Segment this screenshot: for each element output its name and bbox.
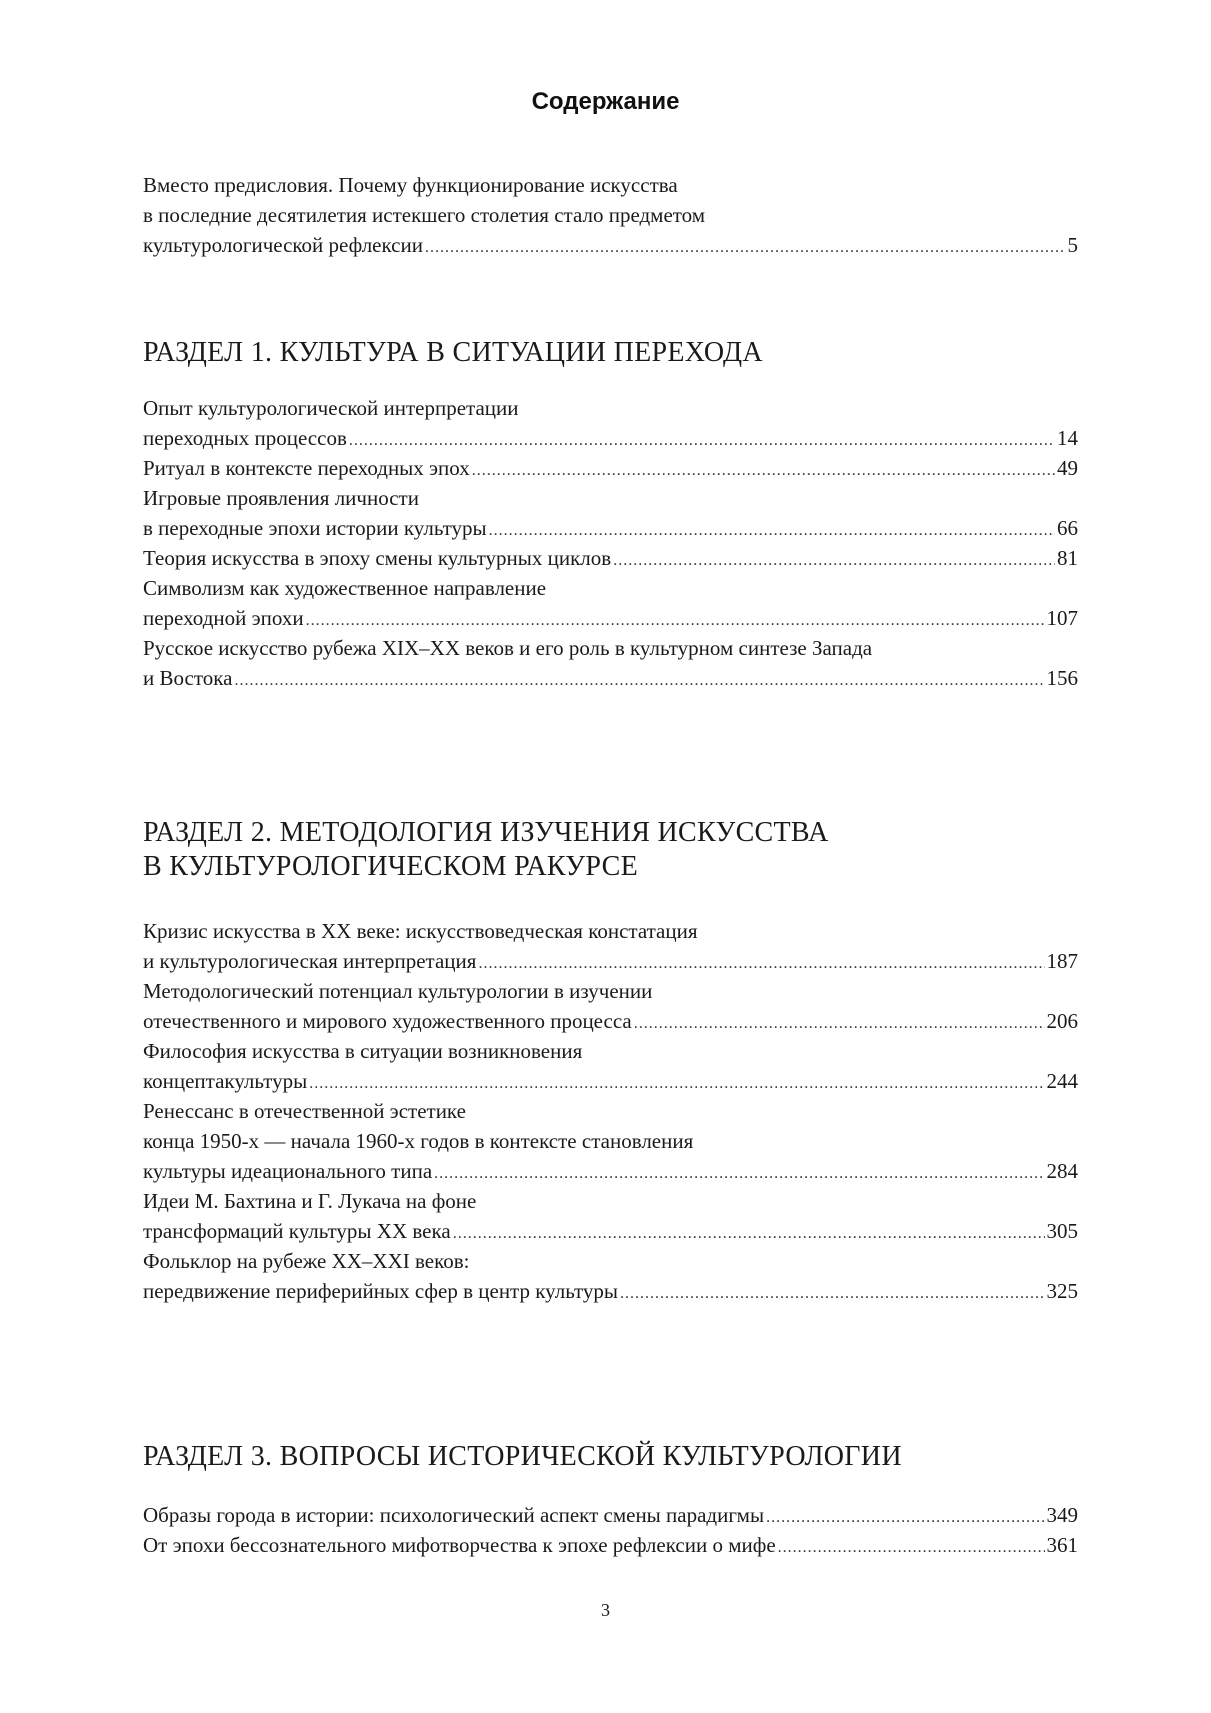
page-ref: 14	[1057, 426, 1078, 450]
entry-line: Ренессанс в отечественной эстетике	[143, 1099, 466, 1123]
dot-leader	[766, 1503, 1044, 1533]
section-heading: РАЗДЕЛ 2. МЕТОДОЛОГИЯ ИЗУЧЕНИЯ ИСКУССТВА	[143, 817, 829, 848]
dot-leader	[478, 949, 1044, 979]
entry-final-line	[143, 453, 1078, 483]
page-ref: 156	[1046, 666, 1078, 690]
entry-line: Идеи М. Бахтина и Г. Лукача на фоне	[143, 1189, 477, 1213]
entry-final-line	[143, 603, 1078, 633]
entry-line: Методологический потенциал культурологии в изучении	[143, 979, 653, 1003]
section-heading: РАЗДЕЛ 1. КУЛЬТУРА В СИТУАЦИИ ПЕРЕХОДА	[143, 337, 763, 368]
entry-text: Образы города в истории: психологический аспект смены парадигмы	[143, 1503, 765, 1527]
entry-text: отечественного и мирового художественного процесса	[143, 1009, 632, 1033]
page-ref: 244	[1046, 1069, 1078, 1093]
entry-text: трансформаций культуры XX века	[143, 1219, 451, 1243]
entry-line: Кризис искусства в XX веке: искусствоведческая констатация	[143, 919, 698, 943]
dot-leader	[309, 1069, 1044, 1099]
entry-final-line	[143, 1066, 1078, 1096]
entry-final-line	[143, 1006, 1078, 1036]
entry-final-line	[143, 423, 1078, 453]
entry-text: концептакультуры	[143, 1069, 308, 1093]
entry-text: От эпохи бессознательного мифотворчества к эпохе рефлексии о мифе	[143, 1533, 776, 1557]
section-2-entries	[143, 916, 1078, 1306]
entry-final-line	[143, 1530, 1078, 1560]
dot-leader	[453, 1219, 1045, 1249]
entry-text: передвижение периферийных сфер в центр культуры	[143, 1279, 618, 1303]
page-number: 3	[601, 1600, 610, 1620]
entry-final-line	[143, 1500, 1078, 1530]
page-ref: 325	[1046, 1279, 1078, 1303]
page-ref: 361	[1046, 1533, 1078, 1557]
entry-final-line	[143, 543, 1078, 573]
entry-text: Теория искусства в эпоху смены культурных циклов	[143, 546, 612, 570]
dot-leader	[613, 546, 1055, 576]
section-3-entries	[143, 1500, 1078, 1560]
dot-leader	[234, 666, 1044, 696]
entry-text: культуры идеационального типа	[143, 1159, 433, 1183]
entry-final-line	[143, 1156, 1078, 1186]
page-ref: 107	[1046, 606, 1078, 630]
section-1	[143, 336, 1078, 370]
section-heading: В КУЛЬТУРОЛОГИЧЕСКОМ РАКУРСЕ	[143, 851, 639, 882]
dot-leader	[349, 426, 1055, 456]
page-title: Содержание	[531, 88, 680, 115]
page-ref: 66	[1057, 516, 1078, 540]
entry-line: Вместо предисловия. Почему функционирование искусства	[143, 173, 678, 197]
entry-text: культурологической рефлексии	[143, 233, 423, 257]
page-ref: 49	[1057, 456, 1078, 480]
dot-leader	[620, 1279, 1045, 1309]
dot-leader	[472, 456, 1055, 486]
page-ref: 349	[1046, 1503, 1078, 1527]
entry-line: Символизм как художественное направление	[143, 576, 547, 600]
dot-leader	[306, 606, 1045, 636]
entry-final-line	[143, 946, 1078, 976]
page-ref: 206	[1046, 1009, 1078, 1033]
entry-line: конца 1950-х — начала 1960-х годов в контексте становления	[143, 1129, 694, 1153]
entry-text: переходной эпохи	[143, 606, 304, 630]
page-ref: 187	[1046, 949, 1078, 973]
entry-text: в переходные эпохи истории культуры	[143, 516, 487, 540]
entry-line: Опыт культурологической интерпретации	[143, 396, 519, 420]
section-3	[143, 1440, 1078, 1474]
entry-final-line	[143, 513, 1078, 543]
entry-text: переходных процессов	[143, 426, 347, 450]
entry-final-line	[143, 663, 1078, 693]
entry-line: в последние десятилетия истекшего столетия стало предметом	[143, 203, 706, 227]
page-ref: 5	[1067, 233, 1078, 257]
section-heading: РАЗДЕЛ 3. ВОПРОСЫ ИСТОРИЧЕСКОЙ КУЛЬТУРОЛОГИИ	[143, 1441, 902, 1472]
section-1-entries	[143, 393, 1078, 693]
entry-final-line	[143, 1216, 1078, 1246]
entry-text: и Востока	[143, 666, 233, 690]
dot-leader	[425, 233, 1066, 263]
section-2	[143, 816, 1078, 884]
entry-final-line	[143, 1276, 1078, 1306]
dot-leader	[634, 1009, 1045, 1039]
entry-line: Философия искусства в ситуации возникновения	[143, 1039, 583, 1063]
entry-line: Русское искусство рубежа XIX–XX веков и его роль в культурном синтезе Запада	[143, 636, 873, 660]
page-ref: 81	[1057, 546, 1078, 570]
entry-line: Фольклор на рубеже XX–XXI веков:	[143, 1249, 470, 1273]
dot-leader	[489, 516, 1055, 546]
entry-final-line	[143, 230, 1078, 260]
entry-line: Игровые проявления личности	[143, 486, 419, 510]
entry-text: и культурологическая интерпретация	[143, 949, 477, 973]
page-ref: 284	[1046, 1159, 1078, 1183]
entry-text: Ритуал в контексте переходных эпох	[143, 456, 470, 480]
dot-leader	[434, 1159, 1044, 1189]
page-ref: 305	[1046, 1219, 1078, 1243]
dot-leader	[778, 1533, 1045, 1563]
preface-entry	[143, 170, 1078, 260]
